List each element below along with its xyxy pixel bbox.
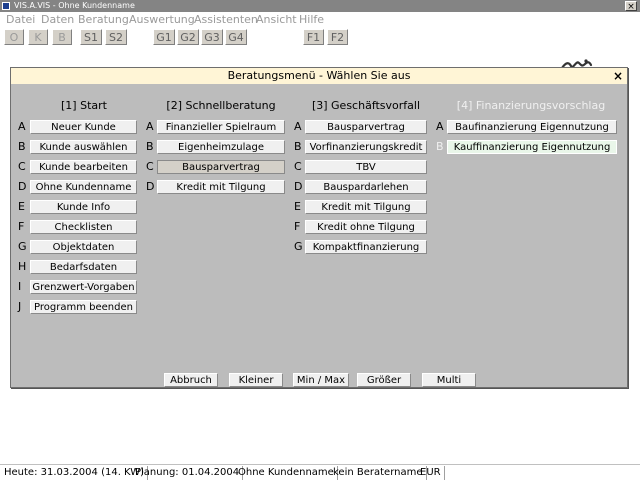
window-title: VIS.A.VIS - Ohne Kundenname (14, 1, 135, 10)
button-kredit-mit-tilgung-schnell[interactable]: Kredit mit Tilgung (157, 180, 285, 194)
key-letter: D (146, 180, 155, 193)
key-letter: C (294, 160, 302, 173)
key-letter: A (146, 120, 154, 133)
key-letter: H (18, 260, 27, 273)
menu-auswertung[interactable]: Auswertung (129, 13, 195, 26)
button-eigenheimzulage[interactable]: Eigenheimzulage (157, 140, 285, 154)
toolbar-button-o[interactable]: O (4, 29, 24, 45)
key-letter: G (18, 240, 27, 253)
menu-beratung[interactable]: Beratung (78, 13, 129, 26)
groesser-button[interactable]: Größer (357, 373, 411, 387)
window-title-bar (0, 0, 640, 12)
button-programm-beenden[interactable]: Programm beenden (30, 300, 137, 314)
status-berater: kein Beratername (333, 466, 427, 480)
button-kauffinanzierung-eigennutzung[interactable]: Kauffinanzierung Eigennutzung (447, 140, 617, 154)
key-letter: B (436, 140, 444, 153)
button-kunde-info[interactable]: Kunde Info (30, 200, 137, 214)
key-letter: B (294, 140, 302, 153)
beratungsmenu-dialog (10, 67, 628, 388)
dialog-title: Beratungsmenü - Wählen Sie aus (11, 68, 627, 84)
column-heading-schnellberatung: [2] Schnellberatung (166, 99, 276, 112)
toolbar-button-f2[interactable]: F2 (327, 29, 348, 45)
menu-bar (0, 12, 640, 28)
button-bedarfsdaten[interactable]: Bedarfsdaten (30, 260, 137, 274)
button-kompaktfinanzierung[interactable]: Kompaktfinanzierung (305, 240, 427, 254)
button-bausparvertrag-schnell[interactable]: Bausparvertrag (157, 160, 285, 174)
button-checklisten[interactable]: Checklisten (30, 220, 137, 234)
dialog-close-button[interactable]: × (612, 69, 624, 83)
key-letter: D (18, 180, 27, 193)
button-objektdaten[interactable]: Objektdaten (30, 240, 137, 254)
status-planung: Planung: 01.04.2004 (135, 466, 243, 480)
menu-datei[interactable]: Datei (6, 13, 36, 26)
button-finanzieller-spielraum[interactable]: Finanzieller Spielraum (157, 120, 285, 134)
key-letter: E (294, 200, 301, 213)
button-tbv[interactable]: TBV (305, 160, 427, 174)
status-today: Heute: 31.03.2004 (14. KW) (4, 466, 148, 480)
button-kredit-ohne-tilgung[interactable]: Kredit ohne Tilgung (305, 220, 427, 234)
menu-hilfe[interactable]: Hilfe (299, 13, 325, 26)
key-letter: I (18, 280, 22, 293)
key-letter: C (18, 160, 26, 173)
window-close-button[interactable]: × (625, 1, 637, 11)
key-letter: J (18, 300, 22, 313)
button-ohne-kundenname[interactable]: Ohne Kundenname (30, 180, 137, 194)
button-grenzwert-vorgaben[interactable]: Grenzwert-Vorgaben (30, 280, 137, 294)
button-vorfinanzierungskredit[interactable]: Vorfinanzierungskredit (305, 140, 427, 154)
key-letter: A (18, 120, 26, 133)
column-heading-geschaeftsvorfall: [3] Geschäftsvorfall (311, 99, 421, 112)
key-letter: C (146, 160, 154, 173)
toolbar-button-g2[interactable]: G2 (177, 29, 199, 45)
toolbar (0, 28, 640, 48)
button-neuer-kunde[interactable]: Neuer Kunde (30, 120, 137, 134)
column-heading-start: [1] Start (61, 99, 107, 112)
toolbar-button-s2[interactable]: S2 (105, 29, 127, 45)
menu-ansicht[interactable]: Ansicht (256, 13, 297, 26)
status-currency: EUR (420, 466, 445, 480)
menu-assistenten[interactable]: Assistenten (194, 13, 258, 26)
toolbar-button-g3[interactable]: G3 (201, 29, 223, 45)
button-bausparvertrag[interactable]: Bausparvertrag (305, 120, 427, 134)
abbruch-button[interactable]: Abbruch (164, 373, 218, 387)
status-kundenname: Ohne Kundenname (238, 466, 338, 480)
min-max-button[interactable]: Min / Max (293, 373, 349, 387)
key-letter: E (18, 200, 25, 213)
key-letter: B (146, 140, 154, 153)
kleiner-button[interactable]: Kleiner (229, 373, 283, 387)
button-baufinanzierung-eigennutzung[interactable]: Baufinanzierung Eigennutzung (447, 120, 617, 134)
toolbar-button-b[interactable]: B (52, 29, 72, 45)
status-bar (0, 464, 640, 480)
toolbar-button-g4[interactable]: G4 (225, 29, 247, 45)
button-kunde-bearbeiten[interactable]: Kunde bearbeiten (30, 160, 137, 174)
toolbar-button-g1[interactable]: G1 (153, 29, 175, 45)
key-letter: D (294, 180, 303, 193)
toolbar-button-k[interactable]: K (28, 29, 48, 45)
button-bauspardarlehen[interactable]: Bauspardarlehen (305, 180, 427, 194)
key-letter: F (294, 220, 301, 233)
key-letter: A (294, 120, 302, 133)
toolbar-button-f1[interactable]: F1 (303, 29, 324, 45)
app-icon (2, 2, 10, 10)
column-heading-finanzierungsvorschlag: [4] Finanzierungsvorschlag (456, 99, 606, 112)
multi-button[interactable]: Multi (422, 373, 476, 387)
button-kunde-auswaehlen[interactable]: Kunde auswählen (30, 140, 137, 154)
key-letter: A (436, 120, 444, 133)
toolbar-button-s1[interactable]: S1 (80, 29, 102, 45)
key-letter: G (294, 240, 303, 253)
button-kredit-mit-tilgung[interactable]: Kredit mit Tilgung (305, 200, 427, 214)
key-letter: F (18, 220, 25, 233)
menu-daten[interactable]: Daten (41, 13, 75, 26)
key-letter: B (18, 140, 26, 153)
